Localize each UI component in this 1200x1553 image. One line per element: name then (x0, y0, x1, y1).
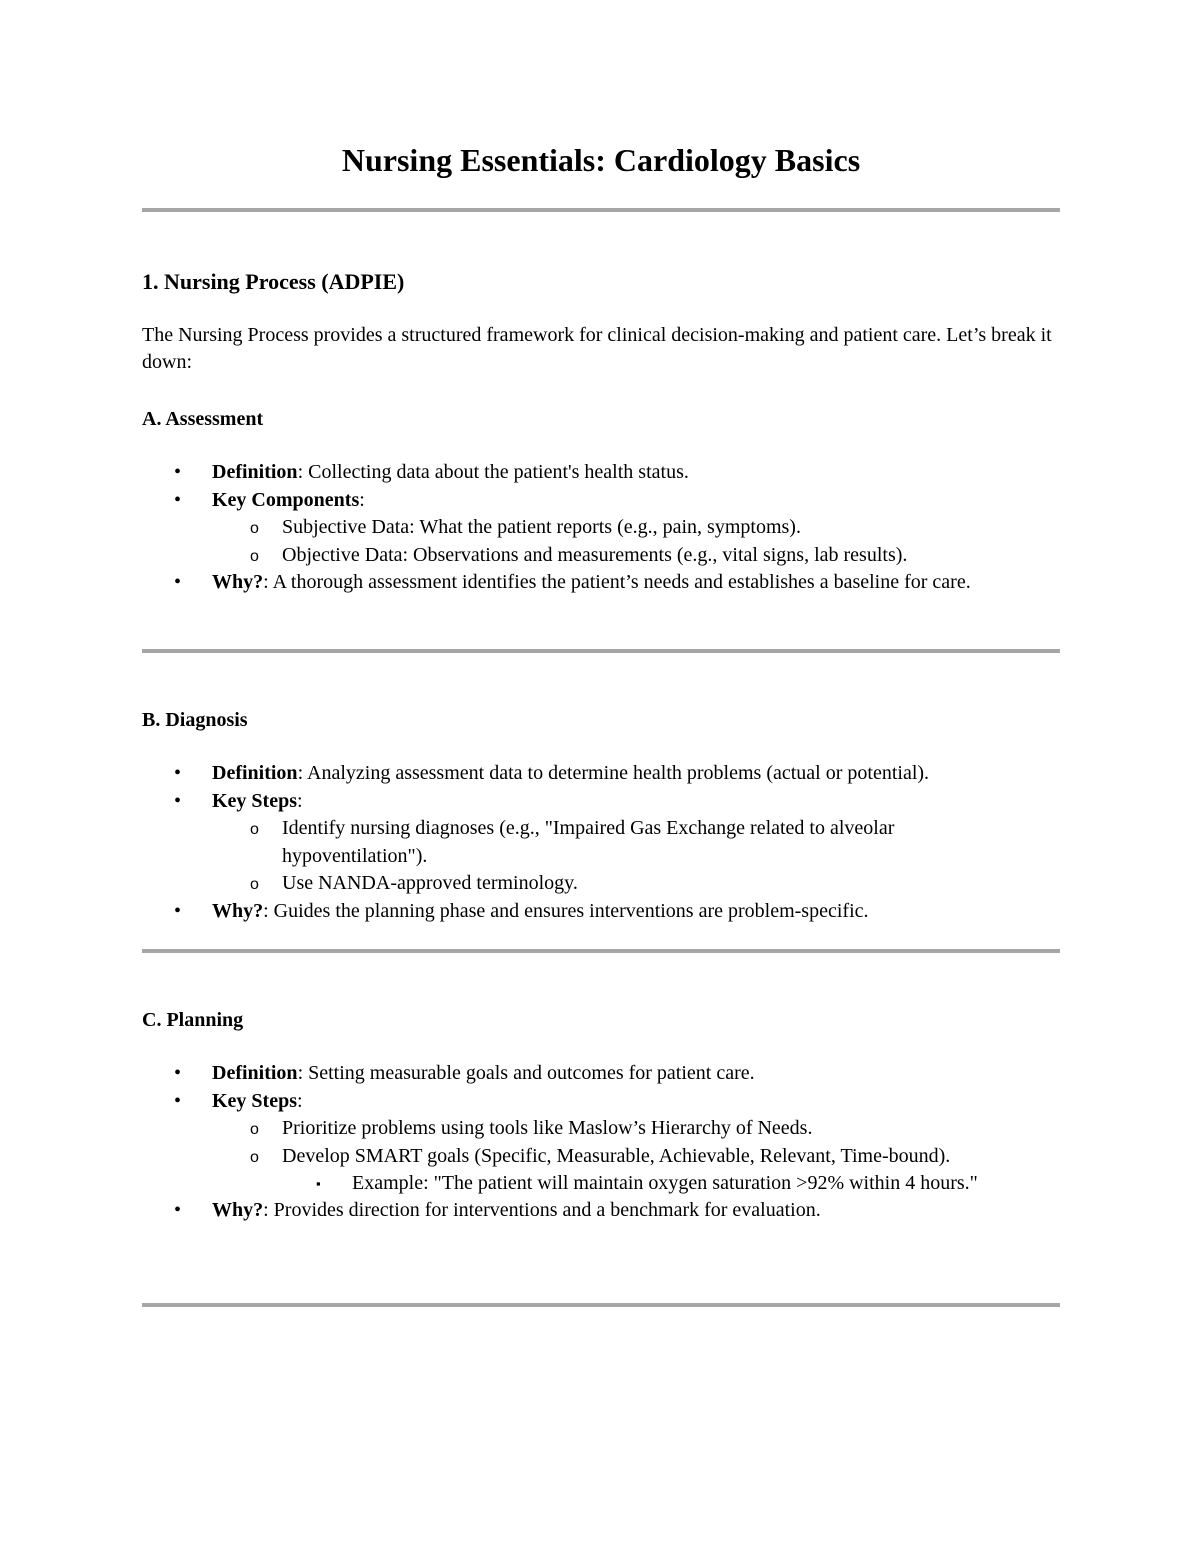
section-nursing-process (142, 268, 1060, 376)
sub-sub-list (282, 1170, 1010, 1197)
item-text: : Provides direction for interventions and a benchmark for evaluation. (263, 1199, 821, 1221)
list-item (142, 459, 1060, 487)
list-item (142, 487, 1060, 570)
list-item (142, 1088, 1060, 1198)
item-label: Definition (212, 1062, 298, 1084)
list-item (142, 569, 1060, 597)
subsection-heading: C. Planning (142, 1009, 244, 1031)
subsection-heading: A. Assessment (142, 408, 264, 430)
sub-list (212, 514, 1060, 569)
item-label: Key Steps (212, 1089, 297, 1112)
item-label: Why? (212, 899, 264, 922)
horizontal-rule (142, 649, 1060, 653)
subsection-assessment (142, 405, 1060, 597)
subsection-planning (142, 1006, 1060, 1225)
sub-list (212, 1115, 1060, 1197)
assessment-list (142, 459, 1060, 597)
sub-list-item: o Identify nursing diagnoses (e.g., "Impaired Gas Exchange related to alveolar hypoventilation"). (212, 815, 1020, 870)
item-text: : (297, 789, 303, 812)
sub-list-item (212, 1143, 1010, 1198)
item-text: : Setting measurable goals and outcomes for patient care. (297, 1062, 755, 1084)
sub-list-item: o Use NANDA-approved terminology. (212, 870, 1020, 898)
item-label: Why? (212, 571, 264, 593)
item-label: Definition (212, 762, 298, 784)
item-text: : A thorough assessment identifies the patient’s needs and establishes a baseline for care. (263, 571, 971, 593)
item-label: Why? (212, 1199, 264, 1221)
sub-list-item: o Objective Data: Observations and measurements (e.g., vital signs, lab results). (212, 542, 1060, 570)
subsection-heading: B. Diagnosis (142, 709, 248, 731)
list-item (142, 1060, 1060, 1088)
horizontal-rule (142, 208, 1060, 212)
item-text: : Guides the planning phase and ensures interventions are problem-specific. (263, 899, 869, 922)
list-item (142, 760, 1060, 788)
subsection-diagnosis (142, 706, 1060, 925)
list-item (142, 898, 1060, 926)
section-intro: The Nursing Process provides a structured framework for clinical decision-making and patient care. Let’s break it down: (142, 324, 1052, 373)
sub-list (212, 815, 1060, 898)
horizontal-rule (142, 949, 1060, 953)
list-item (142, 788, 1060, 898)
item-label: Key Steps (212, 789, 297, 812)
sub-list-item: o Subjective Data: What the patient reports (e.g., pain, symptoms). (212, 514, 1060, 542)
item-text: : Analyzing assessment data to determine health problems (actual or potential). (297, 762, 930, 784)
item-label: Key Components (212, 488, 360, 511)
item-text: : (359, 488, 365, 511)
diagnosis-list (142, 760, 1060, 925)
planning-list (142, 1060, 1060, 1225)
document-title: Nursing Essentials: Cardiology Basics (341, 142, 861, 178)
item-label: Definition (212, 461, 298, 483)
sub-list-item-text: Develop SMART goals (Specific, Measurable, Achievable, Relevant, Time-bound). (282, 1144, 951, 1167)
sub-list-item: o Prioritize problems using tools like Maslow’s Hierarchy of Needs. (212, 1115, 1010, 1143)
example-item: ▪ Example: "The patient will maintain oxygen saturation >92% within 4 hours." (282, 1170, 990, 1197)
list-item (142, 1197, 1060, 1225)
horizontal-rule (142, 1303, 1060, 1307)
item-text: : (297, 1089, 303, 1112)
section-heading: 1. Nursing Process (ADPIE) (142, 269, 405, 294)
item-text: : Collecting data about the patient's health status. (297, 461, 689, 483)
